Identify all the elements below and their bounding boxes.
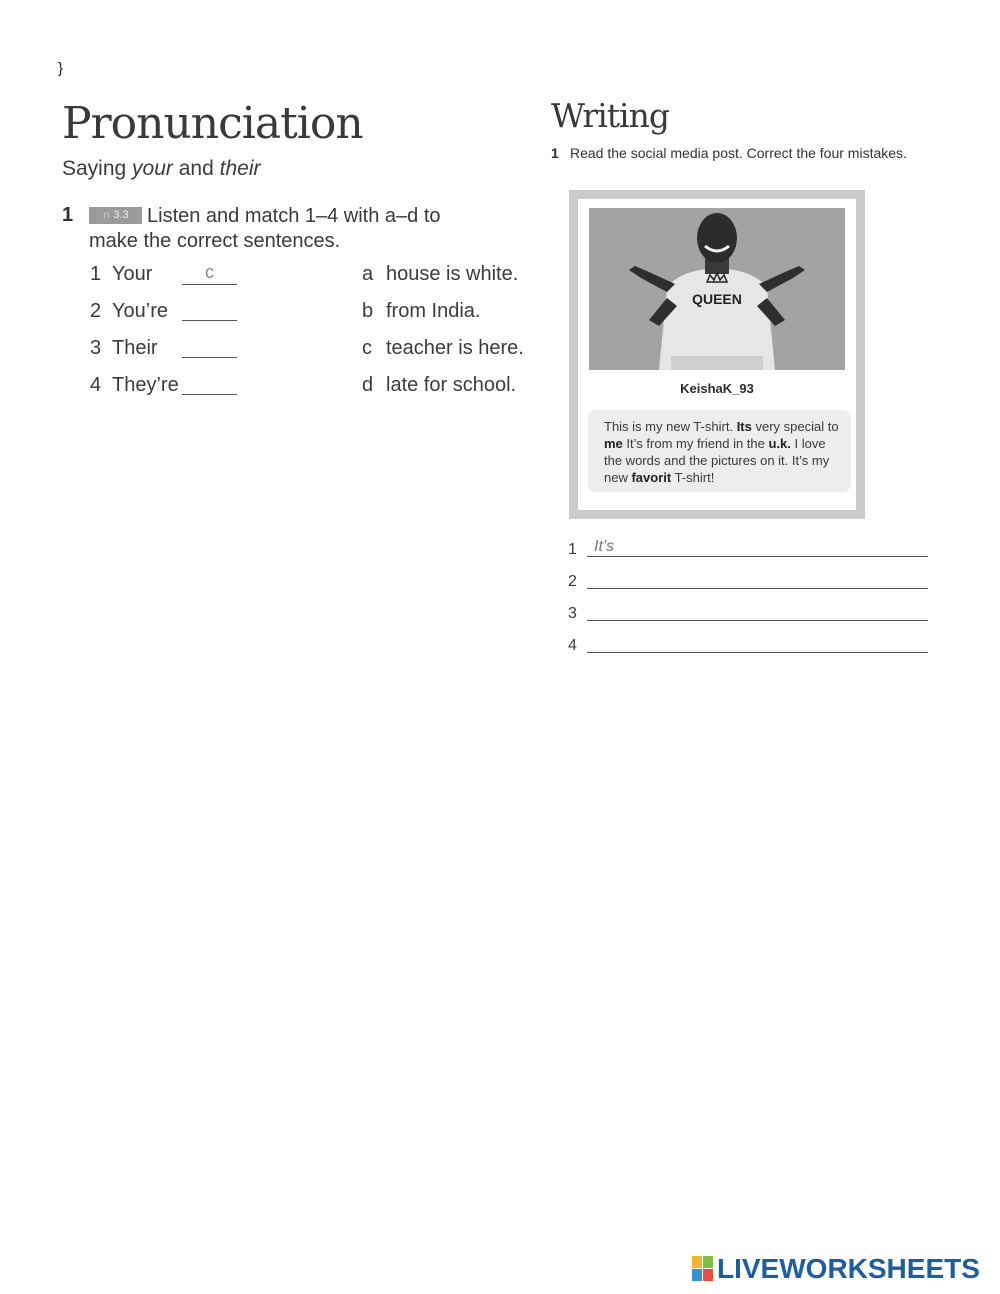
- exercise-instruction: Listen and match 1–4 with a–d to make the correct sentences.: [89, 205, 441, 252]
- shirt-text: QUEEN: [692, 291, 742, 307]
- answer-line: [587, 620, 928, 621]
- match-option: d late for school.: [362, 374, 517, 396]
- logo-mark-icon: [692, 1256, 714, 1282]
- stray-brace: }: [58, 60, 64, 77]
- answer-line: [587, 556, 928, 557]
- section-title-writing: Writing: [551, 96, 669, 135]
- match-option: a house is white.: [362, 263, 519, 285]
- post-text-bubble: This is my new T-shirt. Its very special to me It’s from my friend in the u.k. I love the words and the pictures on it. It’s my new favorit T-shirt!: [588, 410, 851, 492]
- answer-number: 4: [568, 637, 577, 654]
- match-answer-input-1[interactable]: c: [182, 262, 237, 285]
- match-item: 1 Your: [90, 263, 153, 285]
- answer-number: 3: [568, 605, 577, 622]
- writing-exercise-number: 1: [551, 145, 559, 161]
- section-title-pronunciation: Pronunciation: [62, 98, 363, 149]
- match-answer-input-2[interactable]: [182, 298, 237, 321]
- post-username: KeishaK_93: [680, 381, 754, 396]
- answer-line: [587, 652, 928, 653]
- answer-number: 2: [568, 573, 577, 590]
- section-subtitle: Saying your and their: [62, 157, 261, 180]
- match-option: b from India.: [362, 300, 481, 322]
- logo-text: LIVEWORKSHEETS: [717, 1253, 980, 1284]
- match-answer-input-4[interactable]: [182, 372, 237, 395]
- match-item: 2 You’re: [90, 300, 168, 322]
- writing-instruction: Read the social media post. Correct the four mistakes.: [570, 145, 907, 161]
- audio-track-number: 3.3: [113, 209, 129, 221]
- audio-track-button[interactable]: [89, 207, 142, 224]
- match-option: c teacher is here.: [362, 337, 524, 359]
- social-media-post-card: [569, 190, 865, 519]
- match-answer-input-3[interactable]: [182, 335, 237, 358]
- answer-line: [587, 588, 928, 589]
- headphones-icon: ∩: [102, 209, 111, 221]
- exercise-number: 1: [62, 204, 74, 226]
- match-item: 3 Their: [90, 337, 158, 359]
- liveworksheets-logo: [692, 1254, 980, 1284]
- answer-input-1[interactable]: It’s: [594, 538, 615, 555]
- answer-number: 1: [568, 541, 577, 558]
- match-item: 4 They’re: [90, 374, 179, 396]
- woman-photo-illustration: [589, 208, 845, 370]
- post-photo: [589, 208, 845, 370]
